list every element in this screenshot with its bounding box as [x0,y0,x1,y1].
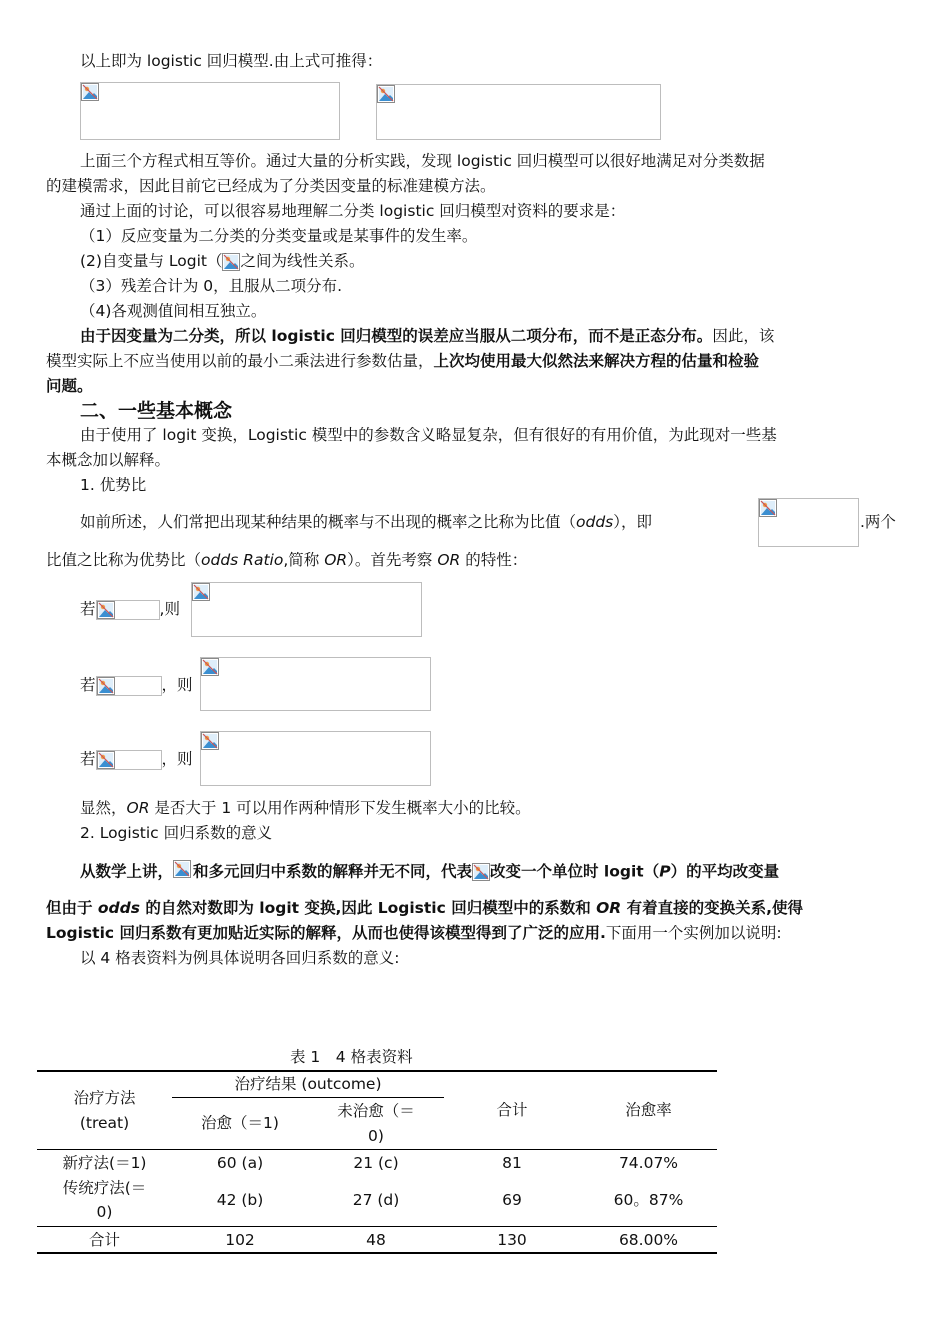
then-label: ,则 [159,600,180,618]
paragraph-requirements: 通过上面的讨论，可以很容易地理解二分类 logistic 回归模型对资料的要求是： [80,202,626,220]
paragraph-equivalence-l1: 上面三个方程式相互等价。通过大量的分析实践，发现 logistic 回归模型可以很好地满足对分类数据 [80,152,765,170]
condition-image [96,750,162,770]
coef-l2-text-c: 有着直接的变换关系,使得 [621,899,804,917]
odds-l2-text-a: 比值之比称为优势比（ [46,551,202,569]
header-total: 合计 [496,1101,528,1119]
image-placeholder-icon [222,253,240,271]
image-placeholder-icon [97,601,115,619]
total-notcured: 48 [366,1231,386,1249]
image-placeholder-icon [759,499,777,517]
odds-ratio-term: odds Ratio [201,551,284,569]
table-total-rule [37,1226,717,1227]
condition-3 [80,748,193,770]
total-total: 130 [497,1231,527,1249]
conclusion-text-a: 显然， [80,799,127,817]
image-placeholder-icon [201,732,219,750]
header-outcome: 治疗结果 (outcome) [234,1075,382,1093]
requirement-3: （3）残差合计为 0，且服从二项分布. [80,277,343,295]
odds-line-2 [46,549,527,571]
coef-l3-bold: Logistic 回归系数有更加贴近实际的解释，从而也使得该模型得到了广泛的应用. [46,924,606,942]
conclusion-text-b: 是否大于 1 可以用作两种情形下发生概率大小的比较。 [149,799,531,817]
coef-l2-text-b: 的自然对数即为 logit 变换,因此 Logistic 回归模型中的系数和 [139,899,597,917]
total-cured: 102 [225,1231,255,1249]
image-placeholder-icon [377,85,395,103]
requirement-2-text-a: (2)自变量与 Logit（ [80,252,223,270]
or-term: OR [437,551,461,569]
condition-image [96,676,162,696]
result-image-3 [200,731,431,786]
row1-notcured: 21 (c) [353,1154,399,1172]
row2-treat-l1: 传统疗法(＝ [62,1179,147,1197]
paragraph-logit-l1: 由于使用了 logit 变换，Logistic 模型中的参数含义略显复杂，但有很好的有用价值，为此现对一些基 [80,426,777,444]
if-label: 若 [80,676,96,694]
odds-line-1 [80,511,652,533]
odds-term: odds [97,899,140,917]
row2-notcured: 27 (d) [352,1191,400,1209]
example-intro: 以 4 格表资料为例具体说明各回归系数的意义: [80,949,400,967]
odds-text-c: .两个 [860,513,896,531]
if-label: 若 [80,600,96,618]
header-cured: 治愈（＝1) [201,1114,279,1132]
odds-term: odds [576,513,614,531]
row2-cured: 42 (b) [216,1191,264,1209]
table-header-rule [37,1149,717,1150]
total-rate: 68.00% [618,1231,679,1249]
condition-1 [80,598,180,620]
image-placeholder-icon [81,83,99,101]
p-term: P [659,862,671,881]
section-heading: 二、一些基本概念 [80,400,233,422]
coef-text-b: 和多元回归中系数的解释并无不同，代表 [193,862,473,881]
paragraph-error-l2 [46,350,759,372]
header-treat-l2: (treat) [79,1114,130,1132]
or-term: OR [126,799,150,817]
formula-image-2 [376,84,661,140]
requirement-1: （1）反应变量为二分类的分类变量或是某事件的发生率。 [80,227,478,245]
image-placeholder-icon [201,658,219,676]
or-term: OR [324,551,348,569]
subheading-odds-ratio: 1. 优势比 [80,476,147,494]
header-treat-l1: 治疗方法 [73,1089,136,1107]
table-caption: 表 1 4 格表资料 [290,1048,413,1066]
subheading-coefficients: 2. Logistic 回归系数的意义 [80,824,273,842]
coef-text-d: ）的平均改变量 [670,862,780,881]
coef-beta-image [173,860,193,884]
requirement-2 [80,250,364,272]
row2-total: 69 [502,1191,522,1209]
coef-l2-text-a: 但由于 [46,899,98,917]
coef-line-1 [80,860,779,884]
if-label: 若 [80,750,96,768]
requirement-2-text-b: 之间为线性关系。 [240,252,365,270]
coef-text-c: 改变一个单位时 logit（ [490,862,660,881]
odds-l2-text-b: ,简称 [283,551,325,569]
condition-2 [80,674,193,696]
header-rate: 治愈率 [625,1101,672,1119]
odds-text-a: 如前所述，人们常把出现某种结果的概率与不出现的概率之比称为比值（ [80,513,577,531]
result-image-2 [200,657,431,711]
table-bottom-rule [37,1252,717,1254]
error-l2-normal: 模型实际上不应当使用以前的最小二乘法进行参数估量， [46,352,434,370]
odds-l2-text-c: ）。首先考察 [347,551,438,569]
paragraph-equivalence-l2: 的建模需求，因此目前它已经成为了分类因变量的标准建模方法。 [46,177,496,195]
error-l2-bold: 上次均使用最大似然法来解决方程的估量和检验 [433,352,760,370]
row1-cured: 60 (a) [216,1154,264,1172]
condition-image [96,600,160,620]
formula-image-1 [80,82,340,140]
requirement-4: （4)各观测值间相互独立。 [80,302,267,320]
table-outcome-rule [172,1097,444,1098]
result-image-1 [191,582,422,637]
row1-treat: 新疗法(＝1) [62,1154,147,1172]
then-label: ，则 [161,750,193,768]
then-label: ，则 [161,676,193,694]
row1-rate: 74.07% [618,1154,679,1172]
intro-paragraph: 以上即为 logistic 回归模型.由上式可推得： [80,52,383,70]
paragraph-error-l3: 问题。 [46,377,93,395]
odds-l2-text-d: 的特性： [460,551,528,569]
odds-text-b: ），即 [613,513,653,531]
paragraph-error-l1 [80,325,774,347]
or-term: OR [596,899,622,917]
image-placeholder-icon [97,751,115,769]
error-normal-text: 因此，该 [712,327,775,345]
coef-l3-normal: 下面用一个实例加以说明: [605,924,782,942]
row2-rate: 60。87% [613,1191,684,1209]
total-label: 合计 [88,1231,120,1249]
coef-text-a: 从数学上讲， [80,862,174,881]
image-placeholder-icon [97,677,115,695]
error-bold-text: 由于因变量为二分类，所以 logistic 回归模型的误差应当服从二项分布，而不是正态分布。 [80,327,713,345]
paragraph-logit-l2: 本概念加以解释。 [46,451,171,469]
header-notcured-l2: 0) [368,1127,384,1145]
odds-formula-image [758,498,859,547]
row1-total: 81 [502,1154,522,1172]
coef-line-3 [46,922,782,944]
header-notcured-l1: 未治愈（＝ [337,1102,415,1120]
image-placeholder-icon [192,583,210,601]
image-placeholder-icon [173,860,191,878]
image-placeholder-icon [472,863,490,881]
coef-line-2 [46,897,803,919]
row2-treat-l2: 0) [96,1203,113,1221]
conclusion-line [80,797,531,819]
